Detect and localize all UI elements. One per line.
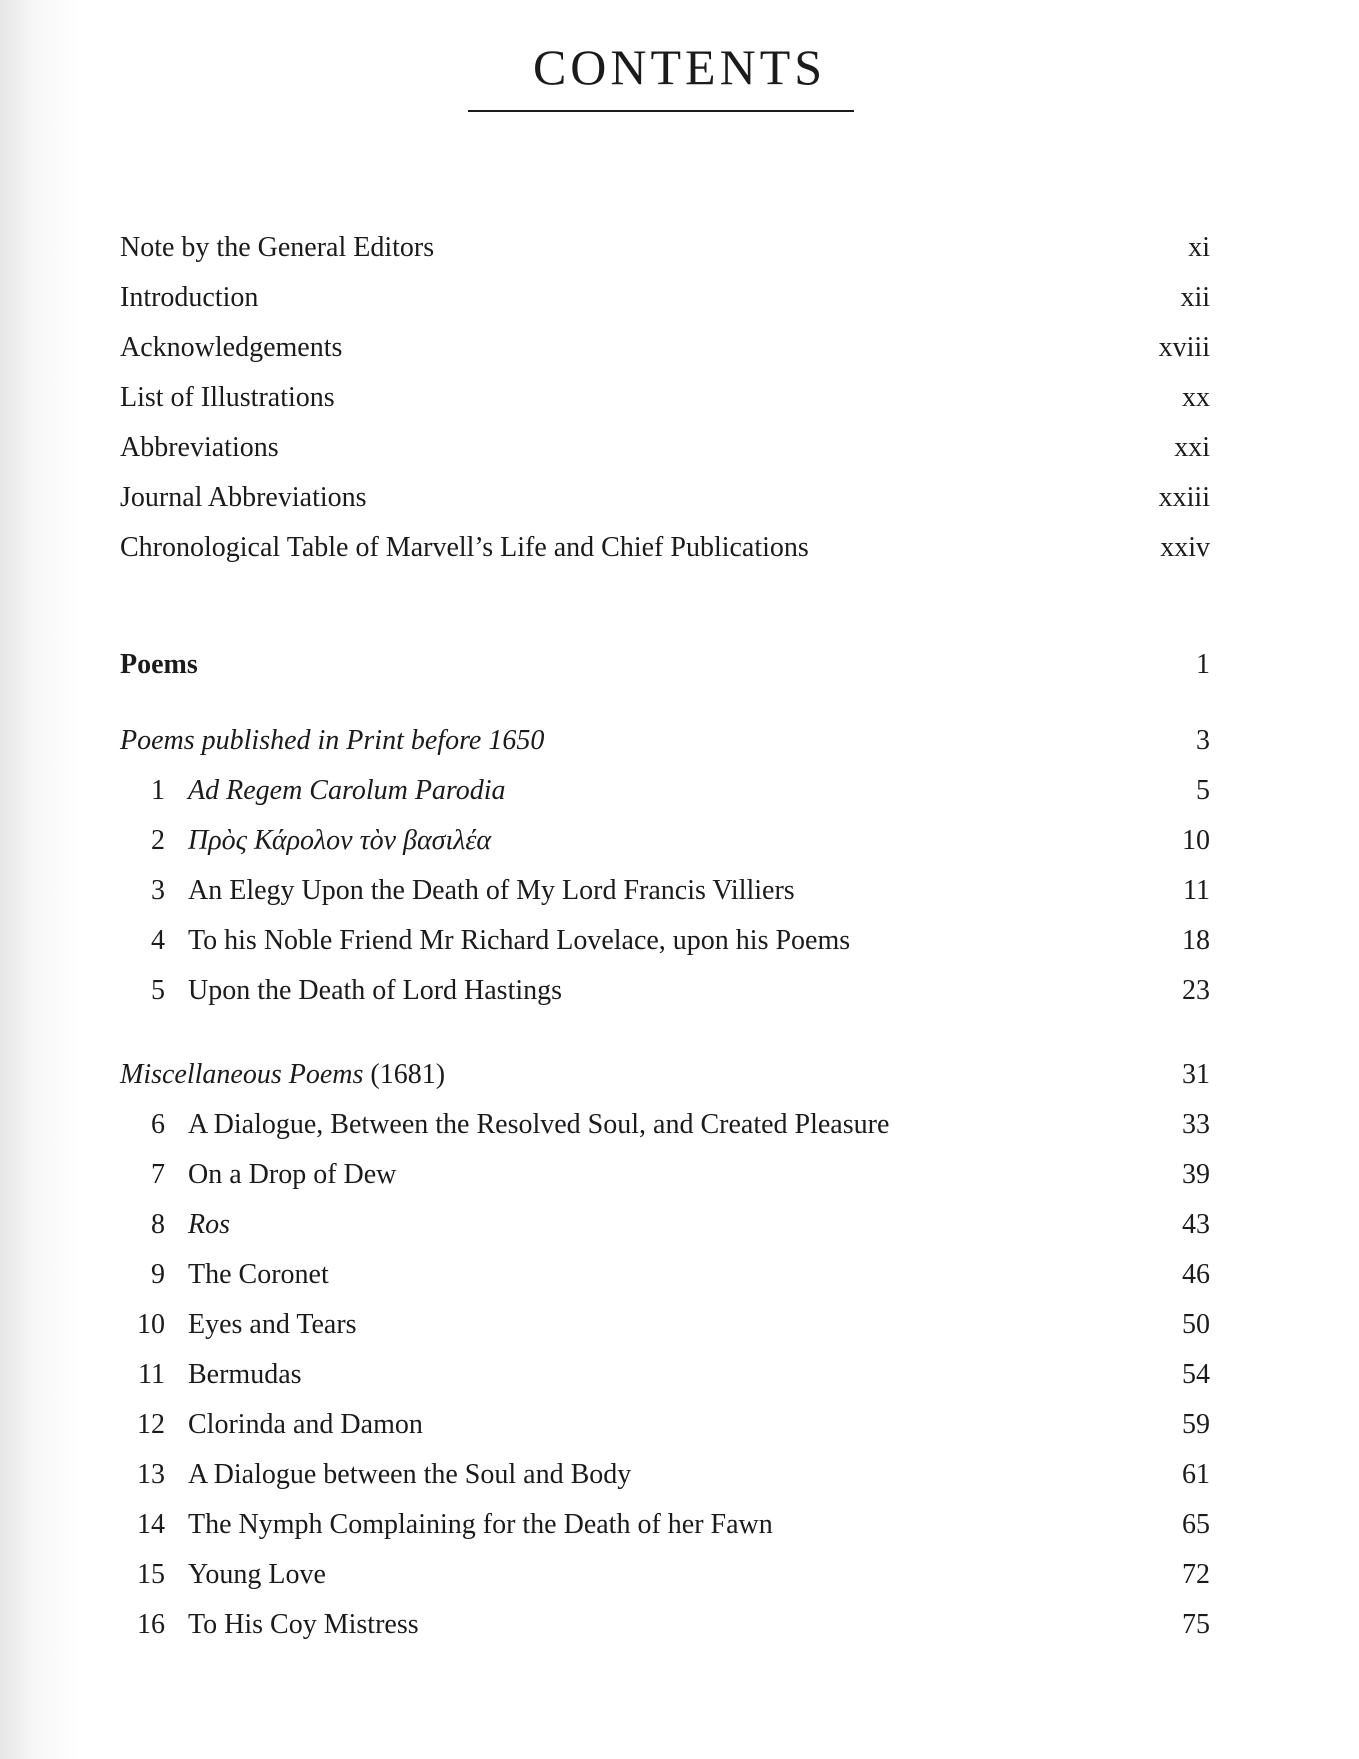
page-number: xii bbox=[1180, 282, 1210, 313]
section-title-text: Miscellaneous Poems bbox=[120, 1059, 364, 1090]
page-number: 10 bbox=[1182, 825, 1210, 856]
page-number: xx bbox=[1182, 382, 1210, 413]
toc-entry bbox=[120, 1305, 1210, 1345]
toc-entry bbox=[120, 1405, 1210, 1445]
front-matter-item bbox=[120, 378, 1210, 418]
entry-title: Acknowledgements bbox=[120, 332, 343, 363]
page-number: 5 bbox=[1196, 775, 1210, 806]
page-number: xxi bbox=[1174, 432, 1210, 463]
poem-title: The Nymph Complaining for the Death of her Fawn bbox=[188, 1509, 773, 1540]
toc-entry bbox=[120, 871, 1210, 911]
poem-title: To his Noble Friend Mr Richard Lovelace, upon his Poems bbox=[188, 925, 851, 956]
poem-title: The Coronet bbox=[188, 1259, 329, 1290]
front-matter-item bbox=[120, 228, 1210, 268]
poem-number: 3 bbox=[151, 875, 165, 906]
entry-title: Chronological Table of Marvell’s Life and Chief Publications bbox=[120, 532, 809, 563]
poem-title: Ros bbox=[188, 1209, 230, 1240]
toc-entry bbox=[120, 921, 1210, 961]
toc-entry bbox=[120, 821, 1210, 861]
poem-title: Ad Regem Carolum Parodia bbox=[188, 775, 506, 806]
front-matter-item bbox=[120, 528, 1210, 568]
page-number: xxiii bbox=[1158, 482, 1210, 513]
poem-title: Young Love bbox=[188, 1559, 326, 1590]
entry-title: Introduction bbox=[120, 282, 259, 313]
poem-title: To His Coy Mistress bbox=[188, 1609, 419, 1640]
poem-number: 8 bbox=[151, 1209, 165, 1240]
toc-entry bbox=[120, 1605, 1210, 1645]
page-number: 43 bbox=[1182, 1209, 1210, 1240]
front-matter-item bbox=[120, 428, 1210, 468]
poem-number: 1 bbox=[151, 775, 165, 806]
title-rule bbox=[468, 110, 854, 112]
poem-number: 4 bbox=[151, 925, 165, 956]
section-title-suffix: (1681) bbox=[363, 1059, 446, 1090]
front-matter-item bbox=[120, 278, 1210, 318]
section-heading bbox=[120, 721, 1210, 761]
poem-title: A Dialogue between the Soul and Body bbox=[188, 1459, 632, 1490]
page-number: 31 bbox=[1182, 1059, 1210, 1090]
poem-title: Upon the Death of Lord Hastings bbox=[188, 975, 563, 1006]
front-matter-item bbox=[120, 478, 1210, 518]
page-number: 75 bbox=[1182, 1609, 1210, 1640]
poem-number: 11 bbox=[138, 1359, 165, 1390]
page-number: 39 bbox=[1182, 1159, 1210, 1190]
poem-number: 6 bbox=[151, 1109, 165, 1140]
poem-title: Clorinda and Damon bbox=[188, 1409, 423, 1440]
poem-title: A Dialogue, Between the Resolved Soul, and Created Pleasure bbox=[188, 1109, 890, 1140]
page-number: 23 bbox=[1182, 975, 1210, 1006]
entry-title: Note by the General Editors bbox=[120, 232, 435, 263]
section-title bbox=[120, 721, 544, 761]
poem-title: Eyes and Tears bbox=[188, 1309, 357, 1340]
page-number: 11 bbox=[1183, 875, 1210, 906]
poem-title: Πρὸς Κάρολον τὸν βασιλέα bbox=[188, 825, 492, 856]
page-number: 3 bbox=[1196, 725, 1210, 756]
toc-entry bbox=[120, 771, 1210, 811]
poem-number: 7 bbox=[151, 1159, 165, 1190]
entry-title: List of Illustrations bbox=[120, 382, 335, 413]
page-number: xxiv bbox=[1160, 532, 1210, 563]
toc-entry bbox=[120, 1555, 1210, 1595]
page-number: 1 bbox=[1196, 649, 1210, 680]
page-number: 72 bbox=[1182, 1559, 1210, 1590]
toc-entry bbox=[120, 1455, 1210, 1495]
page-number: xi bbox=[1188, 232, 1210, 263]
page-number: 50 bbox=[1182, 1309, 1210, 1340]
poem-title: Bermudas bbox=[188, 1359, 302, 1390]
toc-entry bbox=[120, 1105, 1210, 1145]
poem-number: 9 bbox=[151, 1259, 165, 1290]
page-number: xviii bbox=[1158, 332, 1210, 363]
poem-number: 12 bbox=[137, 1409, 165, 1440]
poem-number: 14 bbox=[137, 1509, 165, 1540]
poem-number: 13 bbox=[137, 1459, 165, 1490]
toc-entry bbox=[120, 971, 1210, 1011]
toc-entry bbox=[120, 1505, 1210, 1545]
poem-number: 2 bbox=[151, 825, 165, 856]
page-number: 65 bbox=[1182, 1509, 1210, 1540]
poem-number: 5 bbox=[151, 975, 165, 1006]
section-title bbox=[120, 1055, 445, 1095]
page-number: 18 bbox=[1182, 925, 1210, 956]
page-number: 61 bbox=[1182, 1459, 1210, 1490]
entry-title: Abbreviations bbox=[120, 432, 279, 463]
poem-title: An Elegy Upon the Death of My Lord Francis Villiers bbox=[188, 875, 795, 906]
poem-number: 16 bbox=[137, 1609, 165, 1640]
entry-title: Journal Abbreviations bbox=[120, 482, 367, 513]
toc-entry bbox=[120, 1255, 1210, 1295]
poem-title: On a Drop of Dew bbox=[188, 1159, 397, 1190]
page-number: 46 bbox=[1182, 1259, 1210, 1290]
section-heading bbox=[120, 1055, 1210, 1095]
page-number: 33 bbox=[1182, 1109, 1210, 1140]
front-matter-item bbox=[120, 328, 1210, 368]
poem-number: 10 bbox=[137, 1309, 165, 1340]
section-title-text: Poems published in Print before 1650 bbox=[120, 725, 545, 756]
page-number: 59 bbox=[1182, 1409, 1210, 1440]
toc-entry bbox=[120, 1355, 1210, 1395]
part-heading bbox=[120, 645, 1210, 685]
toc-entry bbox=[120, 1155, 1210, 1195]
page-number: 54 bbox=[1182, 1359, 1210, 1390]
page-title: CONTENTS bbox=[532, 39, 827, 95]
part-title: Poems bbox=[120, 649, 198, 680]
toc-entry bbox=[120, 1205, 1210, 1245]
poem-number: 15 bbox=[137, 1559, 165, 1590]
